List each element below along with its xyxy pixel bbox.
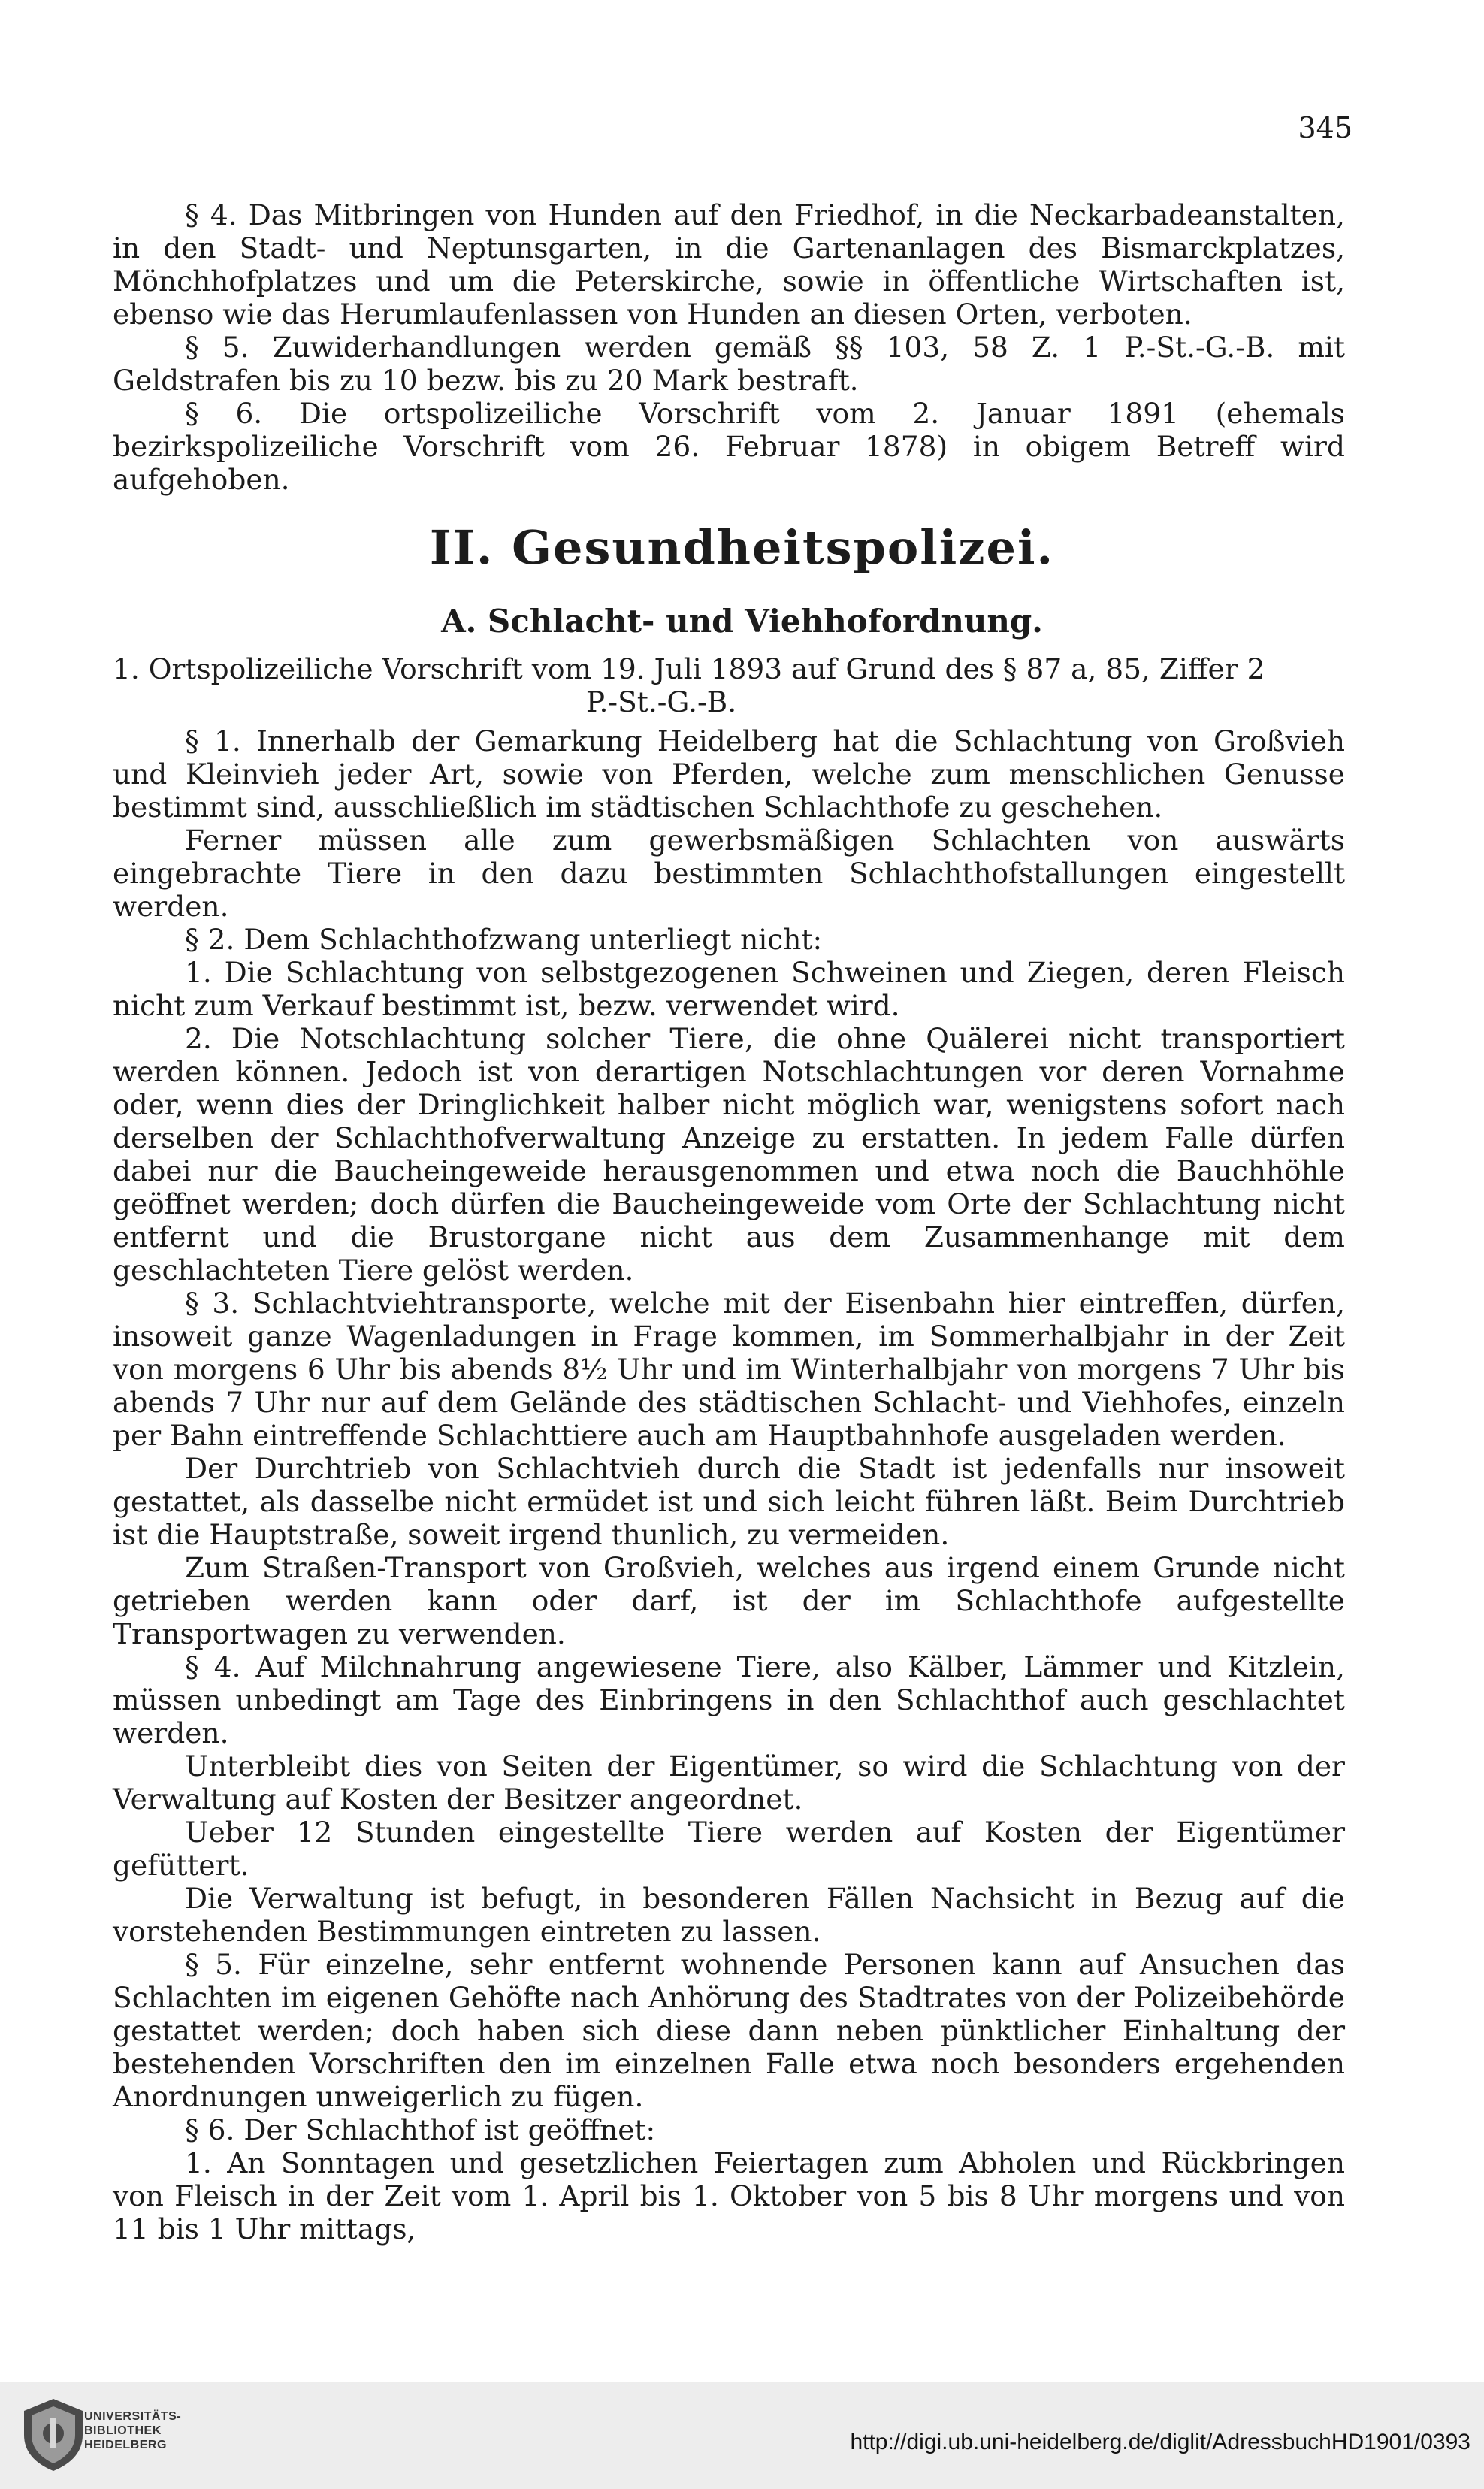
paragraph: § 5. Für einzelne, sehr entfernt wohnende Personen kann auf Ansuchen das Schlachten im eigenen Gehöfte nach Anhörung des Stadtrates von der Polizeibehörde gestattet werden; doch haben sich diese dann neben pünktlicher Einhaltung der bestehenden Vorschriften den im einzelnen Falle etwa noch besonders ergehenden Anordnungen unweigerlich zu fügen. (113, 1948, 1345, 2113)
paragraph: Der Durchtrieb von Schlachtvieh durch die Stadt ist jedenfalls nur insoweit gestattet, als dasselbe nicht ermüdet ist und sich leicht führen läßt. Beim Durchtrieb ist die Hauptstraße, soweit irgend thunlich, zu vermeiden. (113, 1452, 1345, 1551)
paragraph: § 1. Innerhalb der Gemarkung Heidelberg hat die Schlachtung von Großvieh und Kleinvieh jeder Art, sowie von Pferden, welche zum menschlichen Genusse bestimmt sind, ausschließlich im städtischen Schlachthofe zu geschehen. (113, 724, 1345, 824)
preamble (113, 652, 1345, 718)
preamble-line: P.-St.-G.-B. (585, 685, 737, 718)
library-logo-text (84, 2409, 181, 2452)
paragraph: § 6. Der Schlachthof ist geöffnet: (185, 2113, 656, 2146)
top-paragraphs (113, 198, 1345, 496)
logo-line: UNIVERSITÄTS- (84, 2410, 182, 2423)
paragraph: Zum Straßen-Transport von Großvieh, welches aus irgend einem Grunde nicht getrieben werden kann oder darf, ist der im Schlachthofe aufgestellte Transportwagen zu verwenden. (113, 1551, 1345, 1650)
paragraph: § 4. Das Mitbringen von Hunden auf den Friedhof, in die Neckarbadeanstalten, in den Stadt- und Neptunsgarten, in die Gartenanlagen des Bismarckplatzes, Mönchhofplatzes und um die Peterskirche, sowie in öffentliche Wirtschaften ist, ebenso wie das Herumlaufenlassen von Hunden an diesen Orten, verboten. (113, 198, 1345, 331)
paragraph: Die Verwaltung ist befugt, in besonderen Fällen Nachsicht in Bezug auf die vorstehenden Bestimmungen eintreten zu lassen. (113, 1882, 1345, 1948)
section-title: II. Gesundheitspolizei. (429, 520, 1055, 575)
subsection-title: A. Schlacht- und Viehhofordnung. (441, 603, 1043, 640)
logo-line: BIBLIOTHEK (84, 2424, 162, 2437)
paragraph: Unterbleibt dies von Seiten der Eigentümer, so wird die Schlachtung von der Verwaltung auf Kosten der Besitzer angeordnet. (113, 1750, 1345, 1816)
paragraph: Ueber 12 Stunden eingestellte Tiere werden auf Kosten der Eigentümer gefüttert. (113, 1816, 1345, 1882)
paragraph: § 5. Zuwiderhandlungen werden gemäß §§ 103, 58 Z. 1 P.-St.-G.-B. mit Geldstrafen bis zu 10 bezw. bis zu 20 Mark bestraft. (113, 331, 1345, 397)
source-url[interactable]: http://digi.ub.uni-heidelberg.de/diglit/AdressbuchHD1901/0393 (850, 2430, 1470, 2454)
paragraph: § 6. Die ortspolizeiliche Vorschrift vom 2. Januar 1891 (ehemals bezirkspolizeiliche Vorschrift vom 26. Februar 1878) in obigem Betreff wird aufgehoben. (113, 397, 1345, 496)
paragraph: § 4. Auf Milchnahrung angewiesene Tiere, also Kälber, Lämmer und Kitzlein, müssen unbedingt am Tage des Einbringens in den Schlachthof auch geschlachtet werden. (113, 1650, 1345, 1750)
paragraph: § 2. Dem Schlachthofzwang unterliegt nicht: (185, 923, 823, 956)
logo-line: HEIDELBERG (84, 2439, 167, 2451)
paragraph: 1. Die Schlachtung von selbstgezogenen Schweinen und Ziegen, deren Fleisch nicht zum Verkauf bestimmt ist, bezw. verwendet wird. (113, 956, 1345, 1022)
preamble-line: 1. Ortspolizeiliche Vorschrift vom 19. Juli 1893 auf Grund des § 87 a, 85, Ziffer 2 (113, 652, 1265, 685)
university-seal-icon (20, 2396, 87, 2474)
paragraph: 1. An Sonntagen und gesetzlichen Feiertagen zum Abholen und Rückbringen von Fleisch in der Zeit vom 1. April bis 1. Oktober von 5 bis 8 Uhr morgens und von 11 bis 1 Uhr mittags, (113, 2146, 1345, 2246)
page-number: 345 (1298, 111, 1353, 144)
paragraph: § 3. Schlachtviehtransporte, welche mit der Eisenbahn hier eintreffen, dürfen, insoweit ganze Wagenladungen in Frage kommen, im Sommerhalbjahr in der Zeit von morgens 6 Uhr bis abends 8½ Uhr und im Winterhalbjahr von morgens 7 Uhr bis abends 7 Uhr nur auf dem Gelände des städtischen Schlacht- und Viehhofes, einzeln per Bahn eintreffende Schlachttiere auch am Hauptbahnhofe ausgeladen werden. (113, 1287, 1345, 1452)
main-paragraphs (113, 724, 1345, 2246)
paragraph: 2. Die Notschlachtung solcher Tiere, die ohne Quälerei nicht transportiert werden können. Jedoch ist von derartigen Notschlachtungen vor deren Vornahme oder, wenn dies der Dringlichkeit halber nicht möglich war, wenigstens sofort nach derselben der Schlachthofverwaltung Anzeige zu erstatten. In jedem Falle dürfen dabei nur die Baucheingeweide herausgenommen und etwa noch die Bauchhöhle geöffnet werden; doch dürfen die Baucheingeweide vom Orte der Schlachtung nicht entfernt und die Brustorgane nicht aus dem Zusammenhange mit dem geschlachteten Tiere gelöst werden. (113, 1022, 1345, 1287)
paragraph: Ferner müssen alle zum gewerbsmäßigen Schlachten von auswärts eingebrachte Tiere in den dazu bestimmten Schlachthofstallungen eingestellt werden. (113, 824, 1345, 923)
